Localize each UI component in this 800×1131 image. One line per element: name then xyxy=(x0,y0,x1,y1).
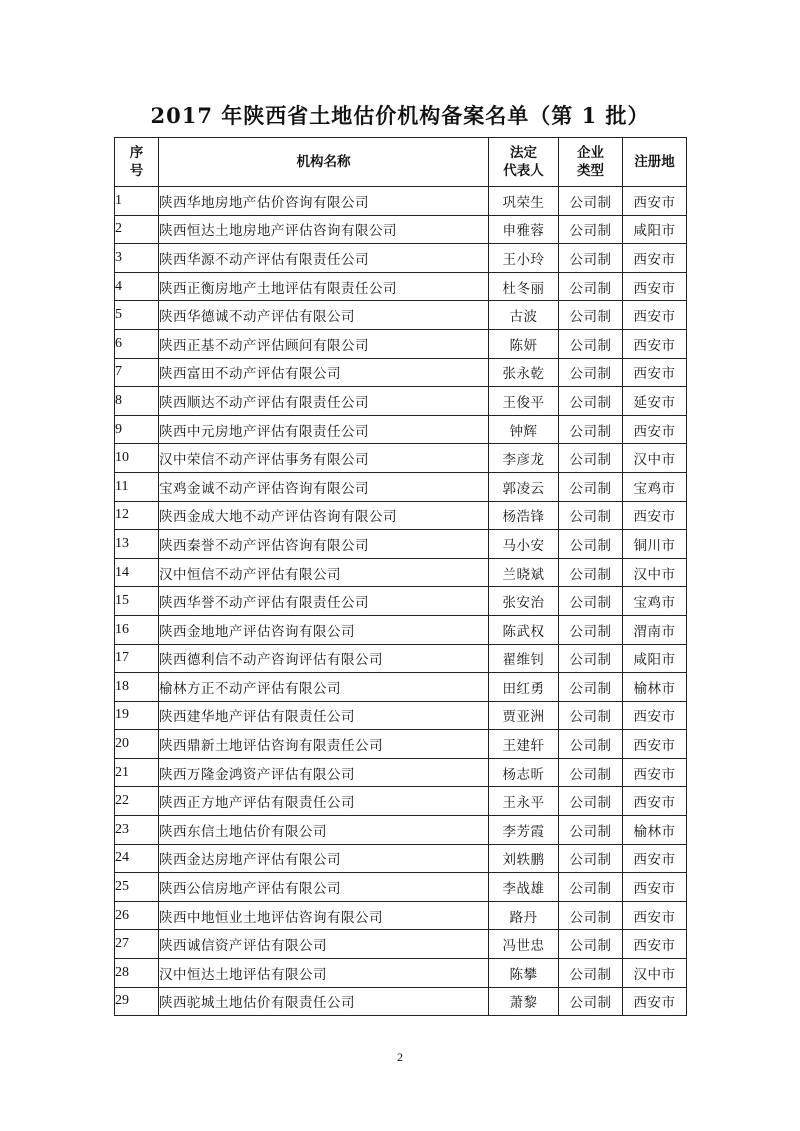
row-legal-representative: 田红勇 xyxy=(489,673,559,702)
row-registration-place: 汉中市 xyxy=(623,558,687,587)
row-registration-place: 西安市 xyxy=(623,787,687,816)
row-institution-name: 汉中恒达土地评估有限公司 xyxy=(159,959,489,988)
row-legal-representative: 路丹 xyxy=(489,901,559,930)
row-institution-name: 陕西德利信不动产咨询评估有限公司 xyxy=(159,644,489,673)
row-serial-number: 18 xyxy=(115,673,159,702)
header-rep-line1: 法定 xyxy=(510,145,537,161)
table-row xyxy=(115,387,687,416)
row-serial-number: 8 xyxy=(115,387,159,416)
header-institution-name: 机构名称 xyxy=(159,138,489,187)
row-serial-number: 26 xyxy=(115,901,159,930)
row-enterprise-type: 公司制 xyxy=(559,587,623,616)
row-legal-representative: 王小玲 xyxy=(489,244,559,273)
row-registration-place: 咸阳市 xyxy=(623,644,687,673)
page-number: 2 xyxy=(397,1050,403,1064)
row-institution-name: 陕西顺达不动产评估有限责任公司 xyxy=(159,387,489,416)
row-enterprise-type: 公司制 xyxy=(559,187,623,216)
row-enterprise-type: 公司制 xyxy=(559,816,623,845)
row-registration-place: 西安市 xyxy=(623,301,687,330)
header-registration-place: 注册地 xyxy=(623,138,687,187)
table-row xyxy=(115,558,687,587)
row-legal-representative: 古波 xyxy=(489,301,559,330)
table-body xyxy=(115,187,687,1016)
row-serial-number: 15 xyxy=(115,587,159,616)
row-institution-name: 陕西金成大地不动产评估咨询有限公司 xyxy=(159,501,489,530)
row-legal-representative: 杜冬丽 xyxy=(489,272,559,301)
row-serial-number: 5 xyxy=(115,301,159,330)
row-enterprise-type: 公司制 xyxy=(559,387,623,416)
table-row xyxy=(115,501,687,530)
row-registration-place: 西安市 xyxy=(623,930,687,959)
row-institution-name: 汉中恒信不动产评估有限公司 xyxy=(159,558,489,587)
row-legal-representative: 贾亚洲 xyxy=(489,701,559,730)
row-institution-name: 陕西华誉不动产评估有限责任公司 xyxy=(159,587,489,616)
row-registration-place: 西安市 xyxy=(623,901,687,930)
row-serial-number: 20 xyxy=(115,730,159,759)
row-legal-representative: 萧黎 xyxy=(489,987,559,1016)
row-institution-name: 陕西建华地产评估有限责任公司 xyxy=(159,701,489,730)
row-institution-name: 陕西秦誉不动产评估咨询有限公司 xyxy=(159,530,489,559)
row-registration-place: 西安市 xyxy=(623,987,687,1016)
row-enterprise-type: 公司制 xyxy=(559,358,623,387)
row-legal-representative: 王俊平 xyxy=(489,387,559,416)
row-institution-name: 陕西万隆金鸿资产评估有限公司 xyxy=(159,758,489,787)
row-legal-representative: 陈妍 xyxy=(489,329,559,358)
row-serial-number: 29 xyxy=(115,987,159,1016)
table-row xyxy=(115,587,687,616)
row-legal-representative: 马小安 xyxy=(489,530,559,559)
row-institution-name: 宝鸡金诚不动产评估咨询有限公司 xyxy=(159,472,489,501)
row-registration-place: 延安市 xyxy=(623,387,687,416)
row-serial-number: 23 xyxy=(115,816,159,845)
row-registration-place: 咸阳市 xyxy=(623,215,687,244)
table-row xyxy=(115,673,687,702)
row-registration-place: 西安市 xyxy=(623,758,687,787)
row-legal-representative: 陈武权 xyxy=(489,615,559,644)
header-legal-representative xyxy=(489,138,559,187)
row-enterprise-type: 公司制 xyxy=(559,329,623,358)
row-serial-number: 21 xyxy=(115,758,159,787)
row-registration-place: 西安市 xyxy=(623,873,687,902)
row-legal-representative: 王永平 xyxy=(489,787,559,816)
row-institution-name: 榆林方正不动产评估有限公司 xyxy=(159,673,489,702)
row-registration-place: 西安市 xyxy=(623,415,687,444)
row-registration-place: 汉中市 xyxy=(623,444,687,473)
row-enterprise-type: 公司制 xyxy=(559,844,623,873)
row-registration-place: 宝鸡市 xyxy=(623,472,687,501)
table-row xyxy=(115,930,687,959)
row-institution-name: 陕西华源不动产评估有限责任公司 xyxy=(159,244,489,273)
table-row xyxy=(115,272,687,301)
row-legal-representative: 郭凌云 xyxy=(489,472,559,501)
row-enterprise-type: 公司制 xyxy=(559,501,623,530)
row-legal-representative: 张安治 xyxy=(489,587,559,616)
row-legal-representative: 刘轶鹏 xyxy=(489,844,559,873)
table-row xyxy=(115,444,687,473)
row-registration-place: 西安市 xyxy=(623,701,687,730)
row-legal-representative: 王建轩 xyxy=(489,730,559,759)
table-row xyxy=(115,329,687,358)
row-serial-number: 13 xyxy=(115,530,159,559)
row-enterprise-type: 公司制 xyxy=(559,244,623,273)
table-row xyxy=(115,358,687,387)
row-serial-number: 6 xyxy=(115,329,159,358)
table-row xyxy=(115,787,687,816)
row-legal-representative: 申雅蓉 xyxy=(489,215,559,244)
row-serial-number: 16 xyxy=(115,615,159,644)
row-institution-name: 陕西中元房地产评估有限责任公司 xyxy=(159,415,489,444)
table-row xyxy=(115,873,687,902)
row-registration-place: 西安市 xyxy=(623,358,687,387)
row-enterprise-type: 公司制 xyxy=(559,415,623,444)
row-registration-place: 榆林市 xyxy=(623,673,687,702)
row-enterprise-type: 公司制 xyxy=(559,472,623,501)
header-serial-line2: 号 xyxy=(129,163,144,179)
row-serial-number: 27 xyxy=(115,930,159,959)
row-legal-representative: 李彦龙 xyxy=(489,444,559,473)
table-row xyxy=(115,987,687,1016)
row-legal-representative: 杨志昕 xyxy=(489,758,559,787)
row-institution-name: 陕西鼎新土地评估咨询有限责任公司 xyxy=(159,730,489,759)
table-row xyxy=(115,844,687,873)
row-enterprise-type: 公司制 xyxy=(559,530,623,559)
row-enterprise-type: 公司制 xyxy=(559,730,623,759)
row-registration-place: 西安市 xyxy=(623,272,687,301)
row-registration-place: 西安市 xyxy=(623,244,687,273)
row-institution-name: 陕西驼城土地估价有限责任公司 xyxy=(159,987,489,1016)
row-enterprise-type: 公司制 xyxy=(559,959,623,988)
row-serial-number: 9 xyxy=(115,415,159,444)
row-institution-name: 陕西富田不动产评估有限公司 xyxy=(159,358,489,387)
row-legal-representative: 冯世忠 xyxy=(489,930,559,959)
row-enterprise-type: 公司制 xyxy=(559,558,623,587)
row-legal-representative: 兰晓斌 xyxy=(489,558,559,587)
row-serial-number: 22 xyxy=(115,787,159,816)
row-institution-name: 陕西金地地产评估咨询有限公司 xyxy=(159,615,489,644)
table-row xyxy=(115,244,687,273)
row-enterprise-type: 公司制 xyxy=(559,873,623,902)
row-institution-name: 陕西诚信资产评估有限公司 xyxy=(159,930,489,959)
row-registration-place: 西安市 xyxy=(623,844,687,873)
table-row xyxy=(115,959,687,988)
row-legal-representative: 翟维钊 xyxy=(489,644,559,673)
table-row xyxy=(115,187,687,216)
header-enterprise-type xyxy=(559,138,623,187)
row-institution-name: 陕西金达房地产评估有限公司 xyxy=(159,844,489,873)
row-legal-representative: 李芳霞 xyxy=(489,816,559,845)
row-enterprise-type: 公司制 xyxy=(559,444,623,473)
row-serial-number: 14 xyxy=(115,558,159,587)
row-registration-place: 西安市 xyxy=(623,501,687,530)
header-type-line2: 类型 xyxy=(577,163,604,179)
row-serial-number: 24 xyxy=(115,844,159,873)
row-enterprise-type: 公司制 xyxy=(559,787,623,816)
table-row xyxy=(115,758,687,787)
table-row xyxy=(115,472,687,501)
row-enterprise-type: 公司制 xyxy=(559,615,623,644)
table-row xyxy=(115,701,687,730)
row-serial-number: 4 xyxy=(115,272,159,301)
row-serial-number: 25 xyxy=(115,873,159,902)
row-enterprise-type: 公司制 xyxy=(559,673,623,702)
header-rep-line2: 代表人 xyxy=(503,163,544,179)
row-serial-number: 17 xyxy=(115,644,159,673)
table-row xyxy=(115,816,687,845)
row-serial-number: 12 xyxy=(115,501,159,530)
row-enterprise-type: 公司制 xyxy=(559,901,623,930)
row-institution-name: 陕西华地房地产估价咨询有限公司 xyxy=(159,187,489,216)
row-serial-number: 7 xyxy=(115,358,159,387)
row-registration-place: 榆林市 xyxy=(623,816,687,845)
row-institution-name: 陕西正衡房地产土地评估有限责任公司 xyxy=(159,272,489,301)
row-registration-place: 西安市 xyxy=(623,187,687,216)
row-serial-number: 28 xyxy=(115,959,159,988)
row-registration-place: 宝鸡市 xyxy=(623,587,687,616)
row-legal-representative: 杨浩锋 xyxy=(489,501,559,530)
row-registration-place: 西安市 xyxy=(623,329,687,358)
table-row xyxy=(115,644,687,673)
header-serial-line1: 序 xyxy=(129,145,144,161)
header-type-line1: 企业 xyxy=(577,145,604,161)
table-row xyxy=(115,415,687,444)
row-enterprise-type: 公司制 xyxy=(559,701,623,730)
row-enterprise-type: 公司制 xyxy=(559,272,623,301)
page-title: 2017 年陕西省土地估价机构备案名单（第 1 批） xyxy=(150,103,650,128)
row-registration-place: 汉中市 xyxy=(623,959,687,988)
row-legal-representative: 钟辉 xyxy=(489,415,559,444)
table-row xyxy=(115,530,687,559)
table-row xyxy=(115,730,687,759)
table-row xyxy=(115,215,687,244)
row-enterprise-type: 公司制 xyxy=(559,758,623,787)
row-institution-name: 陕西正基不动产评估顾问有限公司 xyxy=(159,329,489,358)
row-serial-number: 2 xyxy=(115,215,159,244)
row-registration-place: 渭南市 xyxy=(623,615,687,644)
row-institution-name: 陕西公信房地产评估有限公司 xyxy=(159,873,489,902)
row-serial-number: 10 xyxy=(115,444,159,473)
table-row xyxy=(115,615,687,644)
row-enterprise-type: 公司制 xyxy=(559,301,623,330)
row-enterprise-type: 公司制 xyxy=(559,215,623,244)
row-serial-number: 19 xyxy=(115,701,159,730)
row-institution-name: 陕西东信土地估价有限公司 xyxy=(159,816,489,845)
table-row xyxy=(115,901,687,930)
row-registration-place: 铜川市 xyxy=(623,530,687,559)
row-institution-name: 汉中荣信不动产评估事务有限公司 xyxy=(159,444,489,473)
row-institution-name: 陕西中地恒业土地评估咨询有限公司 xyxy=(159,901,489,930)
row-legal-representative: 李战雄 xyxy=(489,873,559,902)
table-header-row xyxy=(115,138,687,187)
row-serial-number: 1 xyxy=(115,187,159,216)
row-legal-representative: 巩荣生 xyxy=(489,187,559,216)
row-enterprise-type: 公司制 xyxy=(559,644,623,673)
row-enterprise-type: 公司制 xyxy=(559,987,623,1016)
row-registration-place: 西安市 xyxy=(623,730,687,759)
row-serial-number: 3 xyxy=(115,244,159,273)
row-institution-name: 陕西恒达土地房地产评估咨询有限公司 xyxy=(159,215,489,244)
row-enterprise-type: 公司制 xyxy=(559,930,623,959)
row-institution-name: 陕西正方地产评估有限责任公司 xyxy=(159,787,489,816)
table-row xyxy=(115,301,687,330)
row-legal-representative: 张永乾 xyxy=(489,358,559,387)
row-institution-name: 陕西华德诚不动产评估有限公司 xyxy=(159,301,489,330)
header-serial-number xyxy=(115,138,159,187)
row-legal-representative: 陈攀 xyxy=(489,959,559,988)
row-serial-number: 11 xyxy=(115,472,159,501)
registry-table xyxy=(114,137,687,1016)
